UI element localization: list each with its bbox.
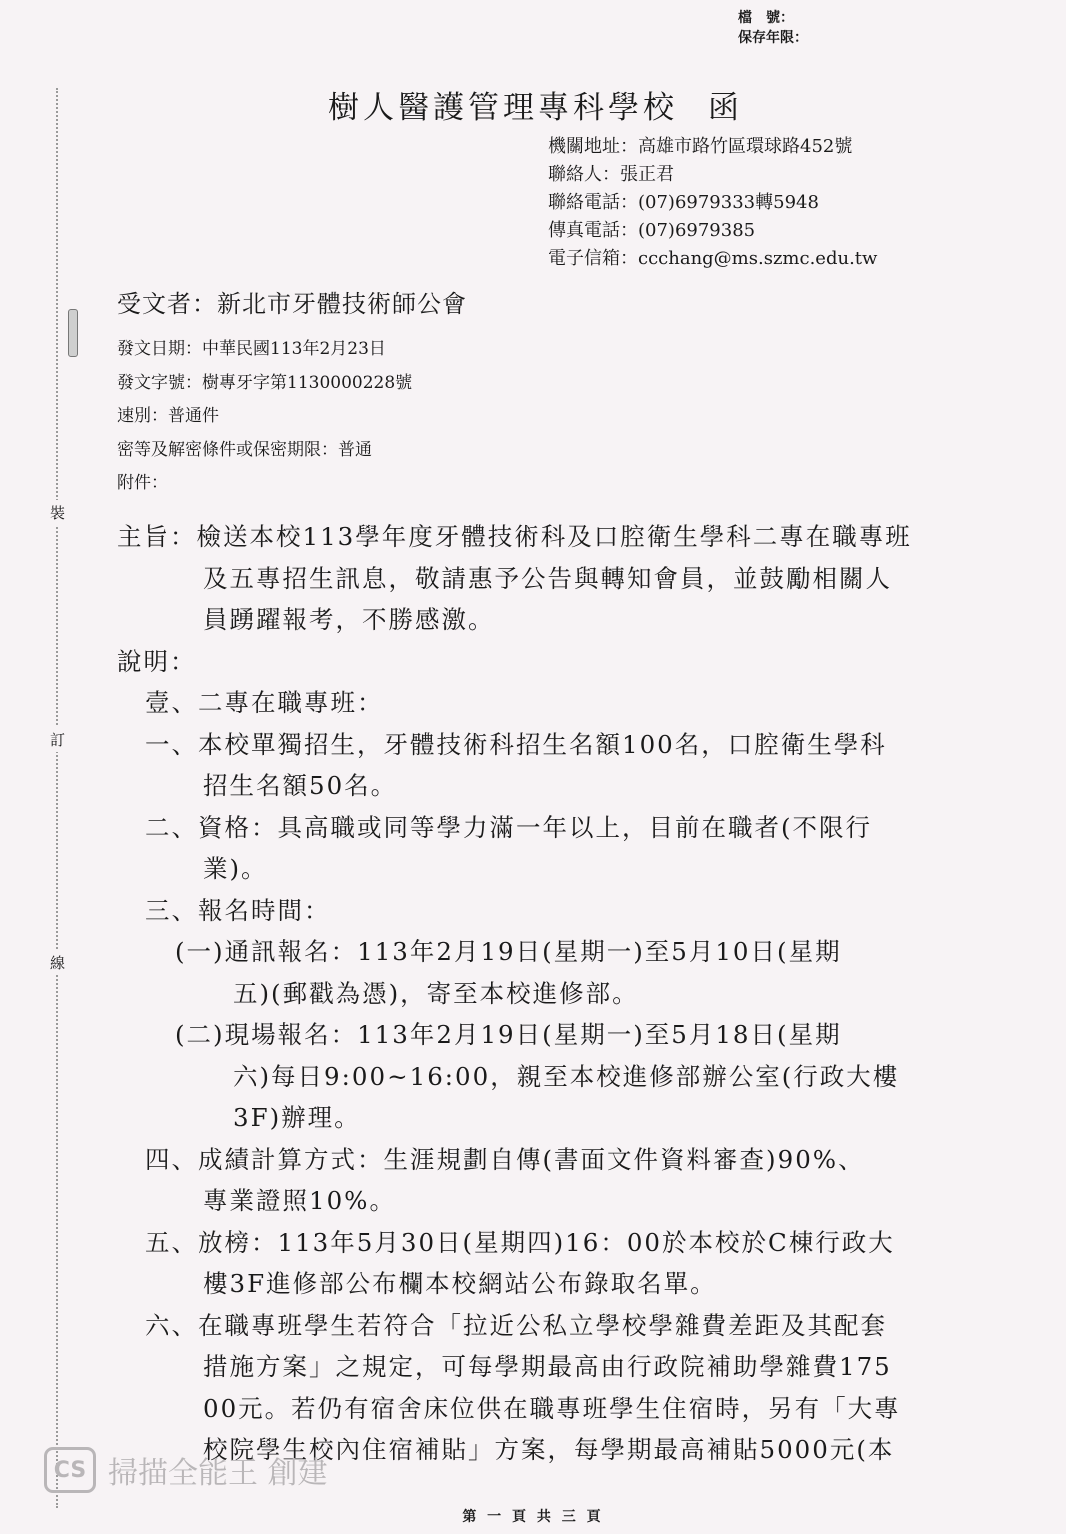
binding-margin-line: [56, 88, 58, 1508]
agency-address: 機關地址：高雄市路竹區環球路452號: [548, 136, 853, 157]
subject-text: 檢送本校113學年度牙體技術科及口腔衛生學科二專在職專班: [196, 522, 912, 551]
binding-mark-staple: 訂: [50, 727, 65, 752]
explanation-label: 說明：: [117, 646, 197, 676]
urgency: 速別：普通件: [117, 406, 219, 426]
issuing-organization: 樹人醫護管理專科學校: [328, 90, 678, 126]
item-line: 專業證照10%。: [203, 1186, 396, 1215]
confidentiality: 密等及解密條件或保密期限：普通: [117, 439, 372, 460]
fax-number: 傳真電話：(07)6979385: [548, 220, 756, 241]
subject-text: 員踴躍報考，不勝感激。: [203, 605, 495, 634]
item-line: 措施方案」之規定，可每學期最高由行政院補助學雜費175: [203, 1352, 892, 1381]
recipient: 受文者：新北市牙體技術師公會: [117, 290, 467, 318]
subject-text: 及五專招生訊息，敬請惠予公告與轉知會員，並鼓勵相關人: [203, 563, 892, 593]
item-line: 校院學生校內住宿補貼」方案，每學期最高補貼5000元(本: [203, 1435, 895, 1464]
paper-clip-mark: [68, 309, 78, 357]
contact-block: [548, 133, 877, 273]
subitem-line: 五)(郵戳為憑)，寄至本校進修部。: [233, 978, 639, 1008]
subject-line: [117, 516, 977, 558]
contact-person: 聯絡人：張正君: [548, 164, 674, 185]
document-type: 函: [708, 90, 743, 126]
document-body: [117, 516, 977, 1471]
item-line: 00元。若仍有宿舍床位供在職專班學生住宿時，另有「大專: [203, 1393, 901, 1423]
email-address: 電子信箱：ccchang@ms.szmc.edu.tw: [548, 248, 878, 269]
subitem-line: 3F)辦理。: [233, 1103, 361, 1132]
document-number: 發文字號：樹專牙字第1130000228號: [117, 372, 413, 393]
page-number: 第 一 頁 共 三 頁: [462, 1509, 604, 1525]
item-line: 三、報名時間：: [145, 895, 331, 925]
file-number-label: 檔 號：: [738, 10, 794, 26]
watermark-text: 掃描全能王 創建: [108, 1456, 328, 1491]
camscanner-logo-icon: CS: [44, 1447, 96, 1493]
item-line: 四、成績計算方式：生涯規劃自傳(書面文件資料審查)90%、: [145, 1144, 865, 1174]
item-line: 六、在職專班學生若符合「拉近公私立學校學雜費差距及其配套: [145, 1310, 887, 1340]
retention-label: 保存年限：: [738, 30, 808, 46]
item-line: 二、資格：具高職或同等學力滿一年以上，目前在職者(不限行: [145, 812, 873, 842]
subitem-line: (二)現場報名：113年2月19日(星期一)至5月18日(星期: [175, 1020, 842, 1049]
file-info: [738, 8, 808, 48]
section-heading: 壹、二專在職專班：: [145, 688, 384, 717]
document-title: [328, 82, 743, 127]
scanner-watermark: [44, 1447, 328, 1493]
item-line: 一、本校單獨招生，牙體技術科招生名額100名，口腔衛生學科: [145, 729, 887, 759]
item-line: 樓3F進修部公布欄本校網站公布錄取名單。: [203, 1269, 717, 1298]
issue-date: 發文日期：中華民國113年2月23日: [117, 339, 386, 359]
item-line: 招生名額50名。: [203, 771, 398, 800]
item-line: 五、放榜：113年5月30日(星期四)16：00於本校於C棟行政大: [145, 1227, 895, 1257]
subject-label: 主旨：: [117, 522, 197, 551]
item-line: 業)。: [203, 854, 268, 883]
binding-mark-line: 線: [50, 950, 65, 975]
attachments: 附件：: [117, 473, 168, 493]
dispatch-meta: [117, 333, 412, 501]
subitem-line: 六)每日9:00~16:00，親至本校進修部辦公室(行政大樓: [233, 1061, 900, 1091]
subitem-line: (一)通訊報名：113年2月19日(星期一)至5月10日(星期: [175, 937, 842, 966]
contact-phone: 聯絡電話：(07)6979333轉5948: [548, 192, 819, 213]
binding-mark-bind: 裝: [50, 500, 65, 525]
